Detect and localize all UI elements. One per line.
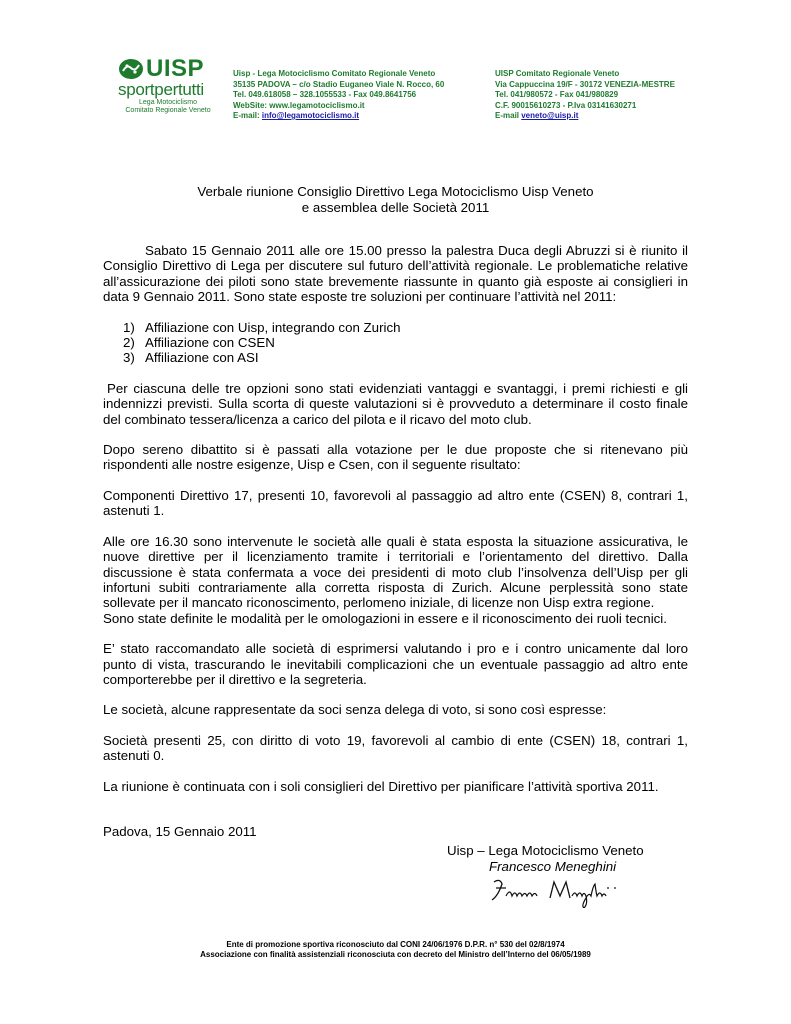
header-right-line3: Tel. 041/980572 - Fax 041/980829 [495, 90, 619, 99]
comitato-email-link[interactable]: veneto@uisp.it [521, 111, 579, 120]
header-right-line1: UISP Comitato Regionale Veneto [495, 69, 620, 78]
logo-sub-line2: Comitato Regionale Veneto [125, 107, 211, 114]
signature-org: Uisp – Lega Motociclismo Veneto [447, 843, 644, 858]
header-lega-contacts [233, 69, 444, 122]
list-item: 3) Affiliazione con ASI [123, 350, 259, 366]
footer-line1: Ente di promozione sportiva riconosciuto dal CONI 24/06/1976 D.P.R. n° 530 del 02/8/1974 [226, 940, 565, 949]
paragraph-options-evaluation: Per ciascuna delle tre opzioni sono stati evidenziati vantaggi e svantaggi, i premi richiesti e gli indennizzi previsti. Sulla scorta di queste valutazioni si è provveduto a determinare il costo finale del combinato tessera/licenza a carico del pilota e il ricavo del moto club. [103, 380, 688, 427]
paragraph-omologazioni: Sono state definite le modalità per le omologazioni in essere e il riconoscimento dei ruoli tecnici. [103, 610, 667, 626]
paragraph-recommendation: E’ stato raccomandato alle società di esprimersi valutando i pro e i contro unicamente dal loro punto di vista, trascurando le inevitabili complicazioni che un eventuale passaggio ad altro ente comporterebbe per il direttivo e la segreteria. [103, 641, 688, 687]
header-left-line1: Uisp - Lega Motociclismo Comitato Regionale Veneto [233, 69, 436, 78]
list-item: 2) Affiliazione con CSEN [123, 335, 275, 351]
paragraph-intro: Sabato 15 Gennaio 2011 alle ore 15.00 presso la palestra Duca degli Abruzzi si è riunito il Consiglio Direttivo di Lega per discutere sul futuro dell’attività regionale. Le problematiche relative all’assicurazione dei piloti sono state brevemente riassunte in quanto già esposte ai consiglieri in data 9 Gennaio 2011. Sono state esposte tre soluzioni per continuare l’attività nel 2011: [103, 243, 688, 305]
paragraph-vote-intro: Dopo sereno dibattito si è passati alla votazione per le due proposte che si ritenevano più rispondenti alle nostre esigenze, Uisp e Csen, con il seguente risultato: [103, 442, 688, 473]
paragraph-closing: La riunione è continuata con i soli consiglieri del Direttivo per pianificare l’attività sportiva 2011. [103, 778, 659, 794]
header-right-email-label: E-mail [495, 111, 522, 120]
header-left-line2: 35135 PADOVA – c/o Stadio Euganeo Viale N. Rocco, 60 [233, 79, 445, 89]
document-title [100, 184, 691, 216]
logo-brand: UISP [146, 55, 205, 82]
signature-block [447, 843, 644, 875]
header-right-email-row [495, 111, 675, 122]
paragraph-societa-result: Società presenti 25, con diritto di voto 19, favorevoli al cambio di ente (CSEN) 18, contrari 1, astenuti 0. [103, 732, 688, 764]
signature-name: Francesco Meneghini [489, 859, 617, 874]
header-left-email-row [233, 111, 444, 122]
paragraph-societa-vote-intro: Le società, alcune rappresentate da soci senza delega di voto, si sono così espresse: [103, 702, 607, 718]
handwritten-signature [488, 876, 623, 908]
lega-email-link[interactable]: info@legamotociclismo.it [261, 111, 360, 120]
logo-tagline: sportpertutti [118, 80, 204, 99]
header-right-line4: C.F. 90015610273 - P.Iva 03141630271 [495, 100, 637, 110]
paragraph-societa-meeting: Alle ore 16.30 sono intervenute le società alle quali è stata esposta la situazione assicurativa, le nuove direttive per il licenziamento tramite i territoriali e l’orientamento del direttivo. Dalla discussione è stata confermata a voce dei presidenti di moto club l’insolvenza dell’Uisp per gli infortuni subiti contrariamente alla corretta risposta di Zurich. Alcune perplessità sono state sollevate per il mancato riconoscimento, perlomeno iniziale, di licenze non Uisp extra regione. [103, 533, 688, 611]
place-date: Padova, 15 Gennaio 2011 [103, 823, 257, 839]
title-line2: e assemblea delle Società 2011 [301, 200, 490, 215]
list-item: 1) Affiliazione con Uisp, integrando con Zurich [123, 319, 401, 335]
uisp-logo [118, 55, 218, 130]
title-line1: Verbale riunione Consiglio Direttivo Lega Motociclismo Uisp Veneto [197, 184, 594, 199]
uisp-emblem-icon [118, 58, 144, 80]
footer [100, 940, 691, 960]
header-left-email-label: E-mail: [233, 111, 262, 120]
paragraph-direttivo-result: Componenti Direttivo 17, presenti 10, favorevoli al passaggio ad altro ente (CSEN) 8, contrari 1, astenuti 1. [103, 487, 688, 519]
header-right-line2: Via Cappuccina 19/F - 30172 VENEZIA-MESTRE [495, 79, 675, 89]
header-left-line3: Tel. 049.618058 – 328.1055533 - Fax 049.8641756 [233, 90, 417, 99]
logo-sub-line1: Lega Motociclismo [139, 99, 197, 106]
document-body [103, 243, 688, 839]
header-comitato-contacts [495, 69, 675, 122]
options-list [103, 320, 688, 366]
footer-line2: Associazione con finalità assistenziali riconosciuta con decreto del Ministro dell’Interno del 06/05/1989 [200, 950, 591, 959]
header-left-line4: WebSite: www.legamotociclismo.it [233, 100, 365, 110]
